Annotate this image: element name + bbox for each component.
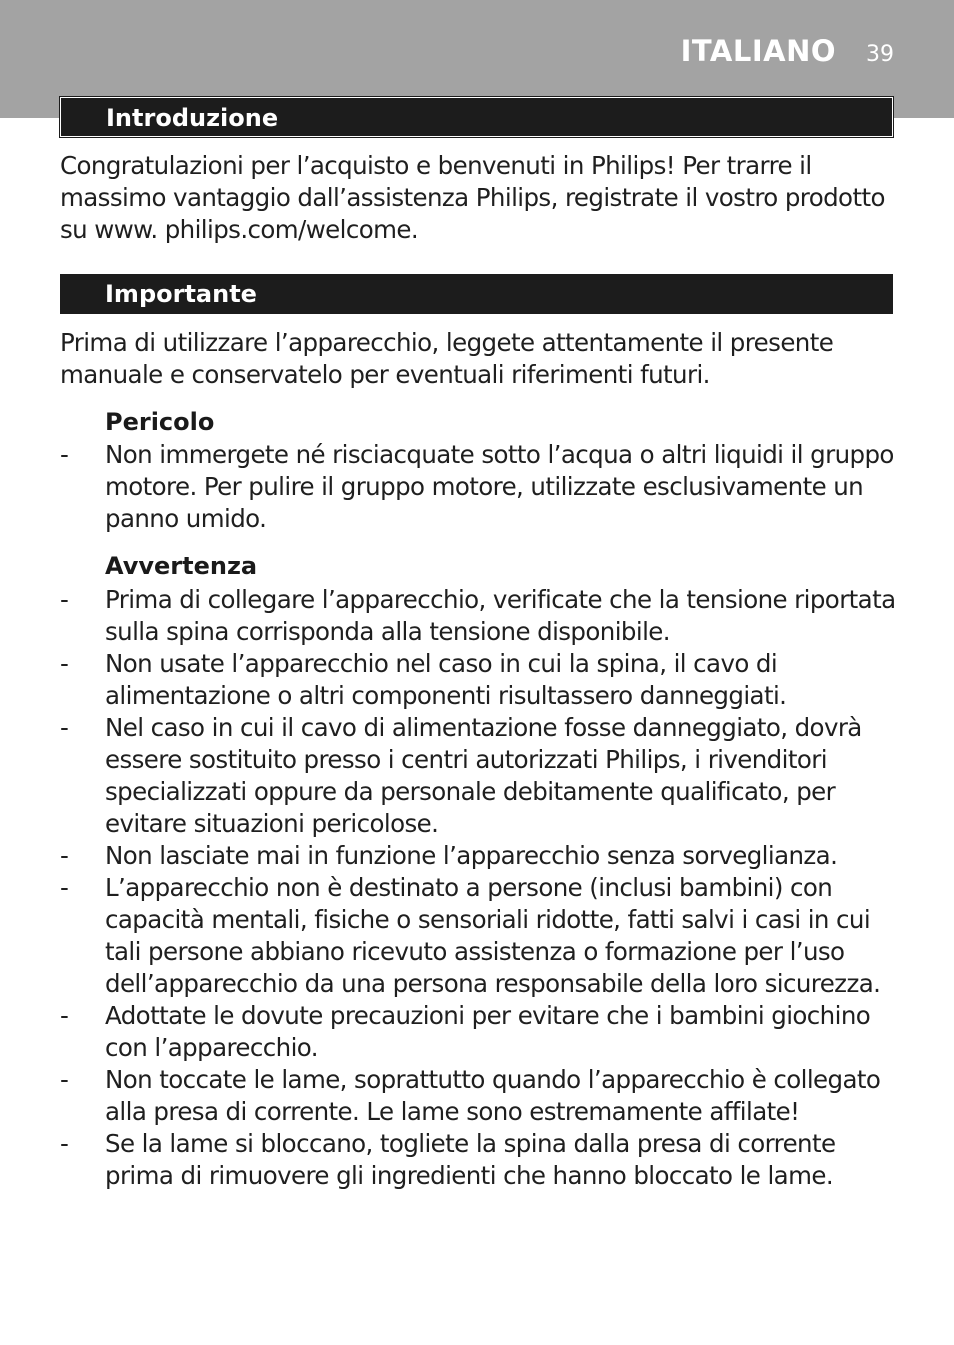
- danger-list: [60, 439, 900, 535]
- introduction-paragraph: Congratulazioni per l’acquisto e benvenuti in Philips! Per trarre il massimo vantaggio dall’assistenza Philips, registrate il vostro prodotto su www. philips.com/welcome.: [60, 151, 885, 244]
- list-item: [60, 1000, 900, 1064]
- bullet-dash: -: [60, 1065, 69, 1094]
- important-paragraph: Prima di utilizzare l’apparecchio, leggete attentamente il presente manuale e conservatelo per eventuali riferimenti futuri.: [60, 328, 834, 389]
- list-item: [60, 439, 900, 535]
- list-item-text: Nel caso in cui il cavo di alimentazione fosse danneggiato, dovrà essere sostituito presso i centri autorizzati Philips, i rivenditori specializzati oppure da personale debitamente qualificato, per evitare situazioni pericolose.: [105, 713, 862, 838]
- bullet-dash: -: [60, 440, 69, 469]
- list-item-text: Non immergete né risciacquate sotto l’acqua o altri liquidi il gruppo motore. Per pulire il gruppo motore, utilizzate esclusivamente un panno umido.: [105, 440, 894, 533]
- language-title: ITALIANO: [680, 34, 836, 68]
- section-heading-introduction: Introduzione: [60, 97, 893, 137]
- bullet-dash: -: [60, 649, 69, 678]
- list-item: [60, 584, 900, 648]
- list-item: [60, 1064, 900, 1128]
- list-item-text: Adottate le dovute precauzioni per evitare che i bambini giochino con l’apparecchio.: [105, 1001, 871, 1062]
- danger-heading: Pericolo: [105, 408, 215, 436]
- list-item-text: L’apparecchio non è destinato a persone (inclusi bambini) con capacità mentali, fisiche o sensoriali ridotte, fatti salvi i casi in cui tali persone abbiano ricevuto assistenza o formazione per l’uso dell’apparecchio da una persona responsabile della loro sicurezza.: [105, 873, 881, 998]
- bullet-dash: -: [60, 585, 69, 614]
- list-item: [60, 872, 900, 1000]
- bullet-dash: -: [60, 1129, 69, 1158]
- bullet-dash: -: [60, 841, 69, 870]
- list-item: [60, 840, 900, 872]
- bullet-dash: -: [60, 713, 69, 742]
- list-item: [60, 648, 900, 712]
- list-item-text: Prima di collegare l’apparecchio, verificate che la tensione riportata sulla spina corrisponda alla tensione disponibile.: [105, 585, 896, 646]
- list-item-text: Se la lame si bloccano, togliete la spina dalla presa di corrente prima di rimuovere gli ingredienti che hanno bloccato le lame.: [105, 1129, 836, 1190]
- list-item: [60, 1128, 900, 1192]
- warning-heading: Avvertenza: [105, 552, 258, 580]
- page-header: [681, 34, 894, 74]
- section-heading-important: Importante: [60, 274, 893, 314]
- list-item-text: Non usate l’apparecchio nel caso in cui la spina, il cavo di alimentazione o altri componenti risultassero danneggiati.: [105, 649, 787, 710]
- bullet-dash: -: [60, 1001, 69, 1030]
- list-item: [60, 712, 900, 840]
- page-number: 39: [866, 42, 894, 67]
- list-item-text: Non toccate le lame, soprattutto quando l’apparecchio è collegato alla presa di corrente. Le lame sono estremamente affilate!: [105, 1065, 881, 1126]
- bullet-dash: -: [60, 873, 69, 902]
- warning-list: [60, 584, 900, 1192]
- list-item-text: Non lasciate mai in funzione l’apparecchio senza sorveglianza.: [105, 841, 838, 870]
